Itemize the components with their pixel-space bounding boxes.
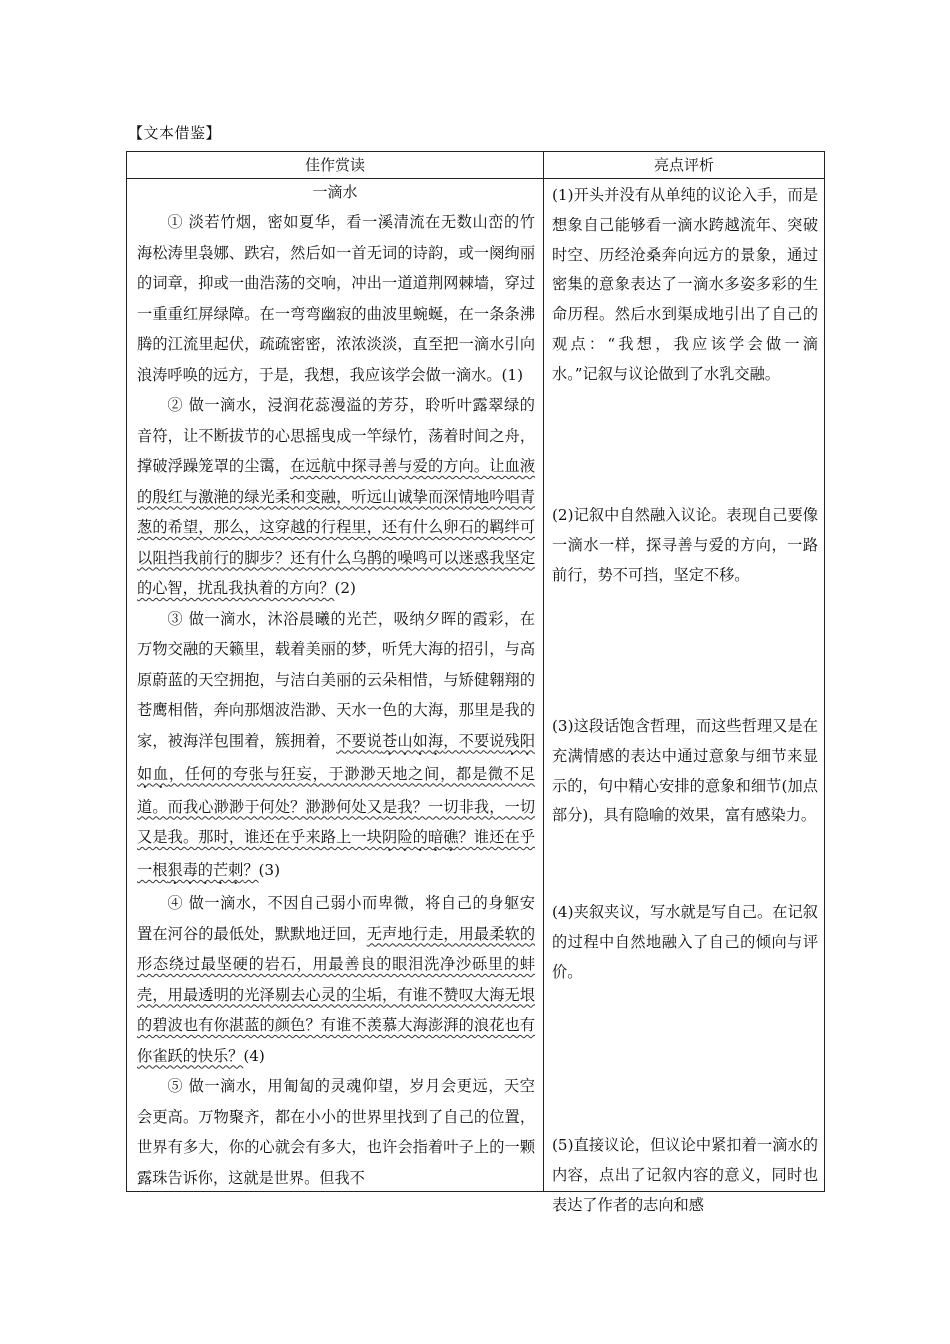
emphasis-dots-text: 阴险的暗礁 — [382, 828, 459, 846]
wavy-underline-text: 不要说苍山如海，不要说残阳如血，任何的夸张与狂妄，于渺渺天地之间，都是微不足道。而我心渺渺于何处？渺渺何处又是我？一切非我，一切又是我。那时，谁还在乎来路上一块阴险的暗礁？谁还在乎一根狠毒的芒刺？ — [137, 731, 536, 879]
analysis-note-3: (3)这段话饱含哲理，而这些哲理又是在充满情感的表达中通过意象与细节来显示的，句中精心安排的意象和细节(加点部分)，具有隐喻的效果，富有感染力。 — [552, 717, 818, 825]
essay-paragraph-5: ⑤ 做一滴水，用匍匐的灵魂仰望，岁月会更远，天空会更高。万物聚齐，都在小小的世界里找到了自己的位置，世界有多大，你的心就会有多大，也许会指着叶子上的一颗露珠告诉你，这就是世界。但我不 — [137, 1077, 535, 1187]
header-essay: 佳作赏读 — [127, 152, 544, 179]
analysis-note-1: (1)开头并没有从单纯的议论入手，而是想象自己能够看一滴水跨越流年、突破时空、历经沧桑奔向远方的景象，通过密集的意象表达了一滴水多姿多彩的生命历程。然后水到渠成地引出了自己的观点：“我想，我应该学会做一滴水。”记叙与议论做到了水乳交融。 — [552, 186, 818, 383]
header-analysis: 亮点评析 — [544, 152, 825, 179]
wavy-underline-text: 无声地行走，用最柔软的形态绕过最坚硬的岩石，用最善良的眼泪洗净沙砾里的蚌壳，用最透明的光泽剔去心灵的尘垢，有谁不赞叹大海无垠的碧波也有你湛蓝的颜色？有谁不羡慕大海澎湃的浪花也有你雀跃的快乐？ — [137, 924, 535, 1065]
analysis-note-2: (2)记叙中自然融入议论。表现自己要像一滴水一样，探寻善与爱的方向，一路前行，势不可挡，坚定不移。 — [552, 506, 818, 584]
essay-paragraph-2: ② 做一滴水，浸润花蕊漫溢的芳芬，聆听叶露翠绿的音符，让不断拔节的心思摇曳成一竿绿竹，荡着时间之舟，撑破浮躁笼罩的尘霭，在远航中探寻善与爱的方向。让血液的殷红与激滟的绿光柔和变融，听远山诚挚而深情地吟唱青葱的希望，那么，这穿越的行程里，还有什么卵石的羁绊可以阻挡我前行的脚步？还有什么乌鹊的噪鸣可以迷惑我坚定的心智，扰乱我执着的方向？(2) — [137, 396, 535, 597]
essay-cell — [127, 179, 544, 1192]
emphasis-dots-text: 狠毒的芒刺 — [167, 861, 244, 879]
analysis-note-5: (5)直接议论，但议论中紧扣着一滴水的内容，点出了记叙内容的意义，同时也表达了作者的志向和感 — [552, 1136, 818, 1214]
essay-title: 一滴水 — [312, 183, 358, 201]
essay-paragraph-3: ③ 做一滴水，沐浴晨曦的光芒，吸纳夕晖的霞彩，在万物交融的天籁里，载着美丽的梦，听凭大海的招引，与高原蔚蓝的天空拥抱，与洁白美丽的云朵相惜，与矫健翱翔的苍鹰相偕，奔向那烟波浩渺、天水一色的大海，那里是我的家，被海洋包围着，簇拥着，不要说苍山如海，不要说残阳如血，任何的夸张与狂妄，于渺渺天地之间，都是微不足道。而我心渺渺于何处？渺渺何处又是我？一切非我，一切又是我。那时，谁还在乎来路上一块阴险的暗礁？谁还在乎一根狠毒的芒刺？(3) — [137, 609, 536, 879]
emphasis-dots-text: 苍山如海 — [382, 731, 444, 750]
essay-paragraph-1: ① 淡若竹烟，密如夏华，看一溪清流在无数山峦的竹海松涛里袅娜、跌宕，然后如一首无词的诗韵，或一阕绚丽的词章，抑或一曲浩荡的交响，冲出一道道荆网棘墙，穿过一重重红屏绿障。在一弯弯幽寂的曲波里蜿蜒，在一条条沸腾的江流里起伏，疏疏密密，浓浓淡淡，直至把一滴水引向浪涛呼唤的远方，于是，我想，我应该学会做一滴水。(1) — [137, 213, 535, 384]
table-header-row — [127, 152, 825, 179]
emphasis-dots-text: 残阳如血 — [137, 731, 535, 783]
essay-analysis-table — [126, 151, 825, 1214]
wavy-underline-text: 在远航中探寻善与爱的方向。让血液的殷红与激滟的绿光柔和变融，听远山诚挚而深情地吟唱青葱的希望，那么，这穿越的行程里，还有什么卵石的羁绊可以阻挡我前行的脚步？还有什么乌鹊的噪鸣可以迷惑我坚定的心智，扰乱我执着的方向？ — [137, 457, 535, 597]
essay-paragraph-4: ④ 做一滴水，不因自己弱小而卑微，将自己的身躯安置在河谷的最低处，默默地迂回，无声地行走，用最柔软的形态绕过最坚硬的岩石，用最善良的眼泪洗净沙砾里的蚌壳，用最透明的光泽剔去心灵的尘垢，有谁不赞叹大海无垠的碧波也有你湛蓝的颜色？有谁不羡慕大海澎湃的浪花也有你雀跃的快乐？(4) — [137, 894, 535, 1065]
analysis-note-4: (4)夹叙夹议，写水就是写自己。在记叙的过程中自然地融入了自己的倾向与评价。 — [552, 903, 818, 981]
table-body-row — [127, 179, 825, 1192]
analysis-cell — [544, 179, 825, 1214]
section-label: 【文本借鉴】 — [128, 124, 222, 142]
